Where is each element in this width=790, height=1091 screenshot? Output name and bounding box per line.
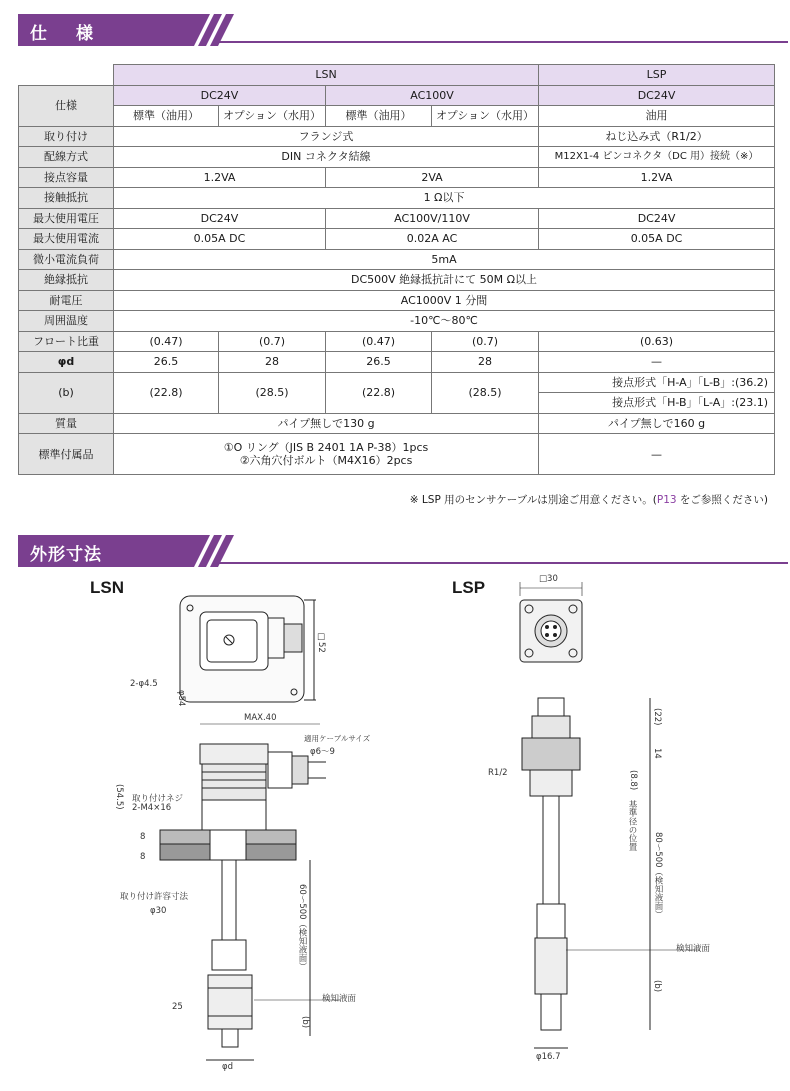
row-label-shiyou: 仕様: [19, 85, 114, 126]
lsp-dc24v-header: DC24V: [539, 85, 775, 106]
value-cell: (0.63): [539, 331, 775, 352]
value-cell: DC500V 絶縁抵抗計にて 50M Ω以上: [114, 270, 775, 291]
value-cell: 5mA: [114, 249, 775, 270]
lsp-dim-label: (8.8): [628, 770, 638, 791]
lsn-dc24v-header: DC24V: [114, 85, 326, 106]
value-cell: (0.47): [114, 331, 219, 352]
value-cell: 26.5: [114, 352, 219, 373]
dimensions-section-title: 外形寸法: [30, 545, 102, 565]
spec-section-title: 仕 様: [30, 24, 99, 44]
lsp-dim-label: R1/2: [488, 768, 508, 778]
row-label: 周囲温度: [19, 311, 114, 332]
lsp-dim-label: φ16.7: [536, 1052, 561, 1062]
value-cell: (0.7): [219, 331, 326, 352]
lsn-dim-label: 適用ケーブルサイズ: [304, 734, 371, 743]
lsp-dim-label: 14: [652, 748, 662, 759]
value-cell: AC100V/110V: [326, 208, 539, 229]
lsp-dim-label: □30: [539, 574, 558, 584]
value-cell: -10℃～80℃: [114, 311, 775, 332]
row-label: 耐電圧: [19, 290, 114, 311]
note-tail: をご参照ください): [676, 494, 768, 506]
value-cell: 1 Ω以下: [114, 188, 775, 209]
value-cell: パイプ無しで160 g: [539, 413, 775, 434]
value-cell: AC1000V 1 分間: [114, 290, 775, 311]
value-cell: 0.05A DC: [114, 229, 326, 250]
value-cell: 接点形式「H-A」「L-B」:(36.2): [539, 372, 775, 393]
lsp-dim-label: 検知液面: [676, 944, 711, 954]
value-cell: (22.8): [326, 372, 432, 413]
lsn-dim-label: 取り付け許容寸法: [120, 892, 189, 902]
variant-cell: 標準（油用）: [326, 106, 432, 127]
model-lsp-header: LSP: [539, 65, 775, 86]
lsn-dim-label: 8: [140, 852, 146, 862]
value-cell: (28.5): [432, 372, 539, 413]
lsp-top-view: [520, 582, 582, 662]
row-label: 微小電流負荷: [19, 249, 114, 270]
lsp-side-view: [522, 698, 700, 1048]
value-cell: (28.5): [219, 372, 326, 413]
value-cell: 1.2VA: [539, 167, 775, 188]
lsn-dim-label: 取り付けネジ: [132, 794, 184, 804]
lsp-dim-label: (22): [652, 708, 662, 726]
value-cell: 0.02A AC: [326, 229, 539, 250]
lsn-dim-label: 25: [172, 1002, 183, 1012]
row-label: 質量: [19, 413, 114, 434]
lsn-dim-label: 2-φ4.5: [130, 679, 158, 689]
variant-cell: オプション（水用）: [219, 106, 326, 127]
value-cell: DC24V: [114, 208, 326, 229]
value-cell: 28: [219, 352, 326, 373]
row-label: フロート比重: [19, 331, 114, 352]
lsn-dim-label: (b): [300, 1016, 310, 1029]
lsp-dim-label: (b): [652, 980, 662, 993]
variant-cell: 標準（油用）: [114, 106, 219, 127]
value-cell: —: [539, 352, 775, 373]
accessory-line: ①O リング（JIS B 2401 1A P-38）1pcs: [223, 441, 429, 454]
lsn-dim-label: 2-M4×16: [132, 803, 172, 813]
row-label: 最大使用電流: [19, 229, 114, 250]
value-cell: ねじ込み式（R1/2）: [539, 126, 775, 147]
row-label: φd: [19, 352, 114, 373]
row-label: 標準付属品: [19, 434, 114, 475]
lsp-drawing-title: LSP: [452, 578, 486, 597]
value-cell: M12X1-4 ピンコネクタ（DC 用）接続（※）: [539, 147, 775, 168]
lsn-dim-label: 8: [140, 832, 146, 842]
page-ref-link[interactable]: P13: [656, 494, 677, 506]
value-cell: (0.7): [432, 331, 539, 352]
lsn-ac100v-header: AC100V: [326, 85, 539, 106]
accessory-line: ②六角穴付ボルト（M4X16）2pcs: [239, 454, 413, 467]
variant-cell: 油用: [539, 106, 775, 127]
value-cell: (22.8): [114, 372, 219, 413]
row-label: (b): [19, 372, 114, 413]
lsn-dim-label: φ30: [150, 906, 167, 916]
value-cell: (0.47): [326, 331, 432, 352]
row-label: 絶縁抵抗: [19, 270, 114, 291]
lsn-dim-label: □52: [316, 632, 326, 653]
lsn-top-view: [180, 596, 316, 702]
lsn-dim-label: 60～500（検知液面）: [297, 884, 307, 971]
value-cell: DC24V: [539, 208, 775, 229]
lsp-dim-label: 80～500（検知液面）: [653, 832, 663, 919]
row-label: 取り付け: [19, 126, 114, 147]
value-cell: DIN コネクタ結線: [114, 147, 539, 168]
row-label: 接触抵抗: [19, 188, 114, 209]
row-label: 配線方式: [19, 147, 114, 168]
value-cell: 0.05A DC: [539, 229, 775, 250]
value-cell: 2VA: [326, 167, 539, 188]
variant-cell: オプション（水用）: [432, 106, 539, 127]
lsn-drawing-title: LSN: [90, 578, 124, 597]
lsn-dim-label: φ6～9: [310, 747, 335, 757]
note-text: ※ LSP 用のセンサケーブルは別途ご用意ください。(: [409, 494, 657, 506]
lsn-dim-label: φ54: [176, 690, 186, 707]
value-cell: 接点形式「H-B」「L-A」:(23.1): [539, 393, 775, 414]
value-cell: 1.2VA: [114, 167, 326, 188]
value-cell: フランジ式: [114, 126, 539, 147]
lsp-dim-label: 基準径の位置: [627, 800, 637, 851]
lsn-dim-label: φd: [222, 1062, 234, 1072]
model-lsn-header: LSN: [114, 65, 539, 86]
lsn-dim-label: MAX.40: [244, 713, 277, 723]
row-label: 接点容量: [19, 167, 114, 188]
value-cell: パイプ無しで130 g: [114, 413, 539, 434]
lsn-dim-label: (54.5): [114, 784, 124, 810]
value-cell: —: [539, 434, 775, 475]
lsn-dim-label: 検知液面: [322, 994, 357, 1004]
value-cell: 26.5: [326, 352, 432, 373]
value-cell: 28: [432, 352, 539, 373]
row-label: 最大使用電圧: [19, 208, 114, 229]
